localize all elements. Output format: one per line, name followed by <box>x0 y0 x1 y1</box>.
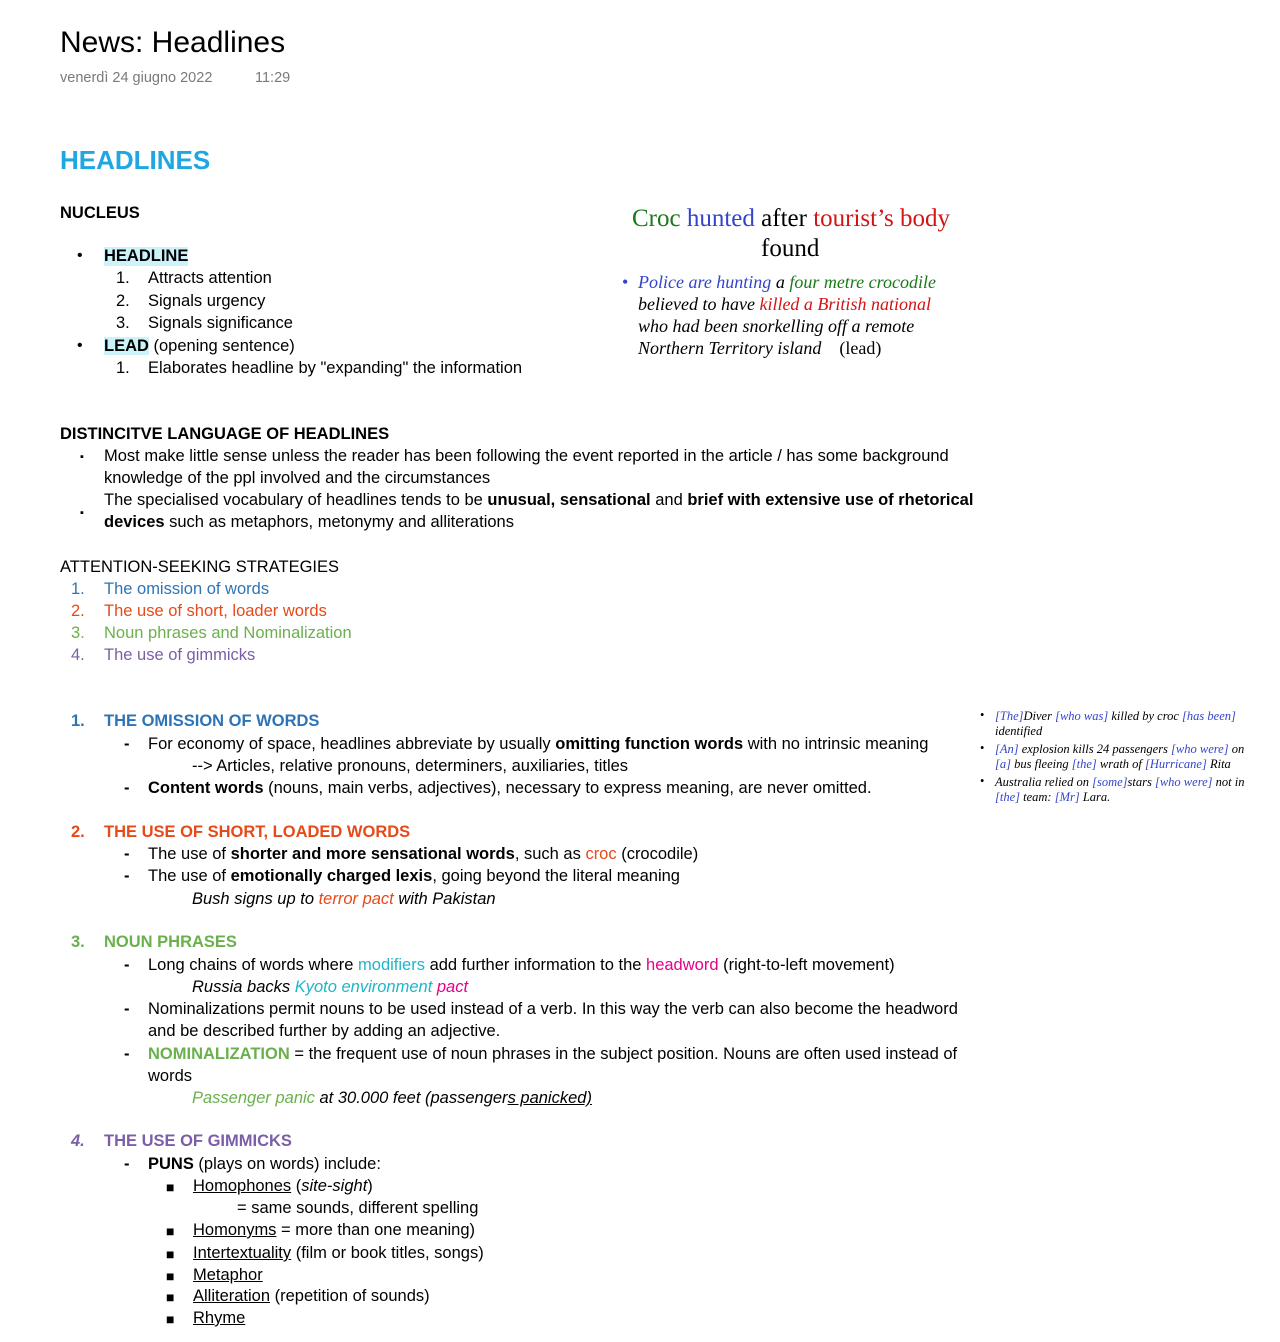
list-number: 3. <box>116 314 130 332</box>
strategy-item: The omission of words <box>104 580 270 598</box>
square-bullet-icon: ▪ <box>80 507 84 519</box>
list-number: 3. <box>71 624 85 642</box>
distinctive-heading: DISTINCITVE LANGUAGE OF HEADLINES <box>60 425 390 443</box>
short-words-heading: THE USE OF SHORT, LOADED WORDS <box>104 823 411 841</box>
strategies-heading: ATTENTION-SEEKING STRATEGIES <box>60 558 340 576</box>
lead-line <box>104 337 295 356</box>
dash-bullet: - <box>124 956 130 974</box>
paragraph-line: knowledge of the ppl involved and the circumstances <box>104 469 491 487</box>
list-item: Signals significance <box>148 314 293 332</box>
example-line: [The]Diver [who was] killed by croc [has been] <box>995 709 1236 723</box>
section-number: 1. <box>71 712 85 730</box>
dash-bullet: - <box>124 867 130 885</box>
dash-bullet: - <box>124 1045 130 1063</box>
gimmick-item: Metaphor <box>193 1266 263 1284</box>
paragraph-line: NOMINALIZATION = the frequent use of noun phrases in the subject position. Nouns are often used instead of <box>148 1045 958 1063</box>
example-line: Bush signs up to terror pact with Pakistan <box>192 890 496 908</box>
example-lead-line3: who had been snorkelling off a remote <box>638 316 915 336</box>
list-number: 1. <box>71 580 85 598</box>
section-number: 4. <box>71 1132 85 1150</box>
list-item: Elaborates headline by "expanding" the information <box>148 359 523 377</box>
square-bullet-icon: ▪ <box>80 451 84 463</box>
bullet-icon: • <box>77 247 83 264</box>
dash-bullet: - <box>124 1000 130 1018</box>
example-line: Australia relied on [some]stars [who were] not in <box>995 775 1245 789</box>
list-item: Signals urgency <box>148 292 266 310</box>
bullet-icon: • <box>980 774 985 788</box>
bullet-icon: • <box>622 272 629 292</box>
square-bullet-icon: ■ <box>166 1311 175 1327</box>
dash-bullet: - <box>124 779 130 797</box>
paragraph-line: = same sounds, different spelling <box>237 1199 479 1217</box>
strategy-item: Noun phrases and Nominalization <box>104 624 352 642</box>
square-bullet-icon: ■ <box>166 1246 175 1262</box>
example-title-line1: Croc hunted after tourist’s body <box>632 205 951 232</box>
example-lead-line2: believed to have killed a British national <box>638 294 931 314</box>
list-item: Attracts attention <box>148 269 272 287</box>
strategy-item: The use of gimmicks <box>104 646 256 664</box>
section-number: 3. <box>71 933 85 951</box>
paragraph-line: The use of emotionally charged lexis, going beyond the literal meaning <box>148 867 680 885</box>
paragraph-line: The specialised vocabulary of headlines tends to be unusual, sensational and brief with extensive use of rhetorical <box>104 491 974 509</box>
gimmick-item: Homophones (site-sight) <box>193 1177 373 1195</box>
paragraph-line: Content words (nouns, main verbs, adjectives), necessary to express meaning, are never omitted. <box>148 779 872 797</box>
paragraph-line: Nominalizations permit nouns to be used instead of a verb. In this way the verb can also become the headword <box>148 1000 958 1018</box>
list-number: 1. <box>116 359 130 377</box>
list-number: 4. <box>71 646 85 664</box>
paragraph-line: For economy of space, headlines abbreviate by usually omitting function words with no intrinsic meaning <box>148 735 929 753</box>
example-title-line2: found <box>761 235 820 262</box>
square-bullet-icon: ■ <box>166 1179 175 1195</box>
lead-label: LEAD <box>104 337 149 355</box>
dash-bullet: - <box>124 735 130 753</box>
list-number: 2. <box>116 292 130 310</box>
square-bullet-icon: ■ <box>166 1289 175 1305</box>
nucleus-heading: NUCLEUS <box>60 204 140 222</box>
noun-phrases-heading: NOUN PHRASES <box>104 933 237 951</box>
example-line: Russia backs Kyoto environment pact <box>192 978 469 996</box>
example-lead-line1: Police are hunting a four metre crocodile <box>638 272 936 292</box>
example-line: Passenger panic at 30.000 feet (passengers panicked) <box>192 1089 592 1107</box>
example-line: identified <box>995 724 1043 738</box>
headline-label: HEADLINE <box>104 247 189 265</box>
example-line: [a] bus fleeing [the] wrath of [Hurricane] Rita <box>995 757 1231 771</box>
dash-bullet: - <box>124 1155 130 1173</box>
page-title: News: Headlines <box>60 26 286 59</box>
section-number: 2. <box>71 823 85 841</box>
square-bullet-icon: ■ <box>166 1268 175 1284</box>
paragraph-line: and be described further by adding an adjective. <box>148 1022 501 1040</box>
list-number: 1. <box>116 269 130 287</box>
gimmicks-heading: THE USE OF GIMMICKS <box>104 1132 292 1150</box>
gimmick-item: Homonyms = more than one meaning) <box>193 1221 476 1239</box>
page-time: 11:29 <box>255 70 291 86</box>
bullet-icon: • <box>980 741 985 755</box>
example-lead-line4: Northern Territory island (lead) <box>638 338 882 358</box>
gimmick-item: Alliteration (repetition of sounds) <box>193 1287 430 1305</box>
gimmick-item: Rhyme <box>193 1309 246 1327</box>
paragraph-line: PUNS (plays on words) include: <box>148 1155 381 1173</box>
gimmick-item: Intertextuality (film or book titles, songs) <box>193 1244 484 1262</box>
example-line: [An] explosion kills 24 passengers [who were] on <box>995 742 1245 756</box>
omission-heading: THE OMISSION OF WORDS <box>104 712 320 730</box>
bullet-icon: • <box>980 708 985 722</box>
paragraph-line: Long chains of words where modifiers add further information to the headword (right-to-left movement) <box>148 956 895 974</box>
lead-suffix: (opening sentence) <box>148 337 295 355</box>
paragraph-line: --> Articles, relative pronouns, determiners, auxiliaries, titles <box>192 757 629 775</box>
example-line: [the] team: [Mr] Lara. <box>995 790 1111 804</box>
square-bullet-icon: ■ <box>166 1223 175 1239</box>
bullet-icon: • <box>77 337 83 354</box>
page-date: venerdì 24 giugno 2022 <box>60 70 213 86</box>
paragraph-line: Most make little sense unless the reader has been following the event reported in the article / has some background <box>104 447 949 465</box>
paragraph-line: The use of shorter and more sensational words, such as croc (crocodile) <box>148 845 699 863</box>
paragraph-line: words <box>148 1067 193 1085</box>
main-heading: HEADLINES <box>60 145 211 175</box>
strategy-item: The use of short, loader words <box>104 602 327 620</box>
list-number: 2. <box>71 602 85 620</box>
paragraph-line: devices such as metaphors, metonymy and alliterations <box>104 513 514 531</box>
dash-bullet: - <box>124 845 130 863</box>
